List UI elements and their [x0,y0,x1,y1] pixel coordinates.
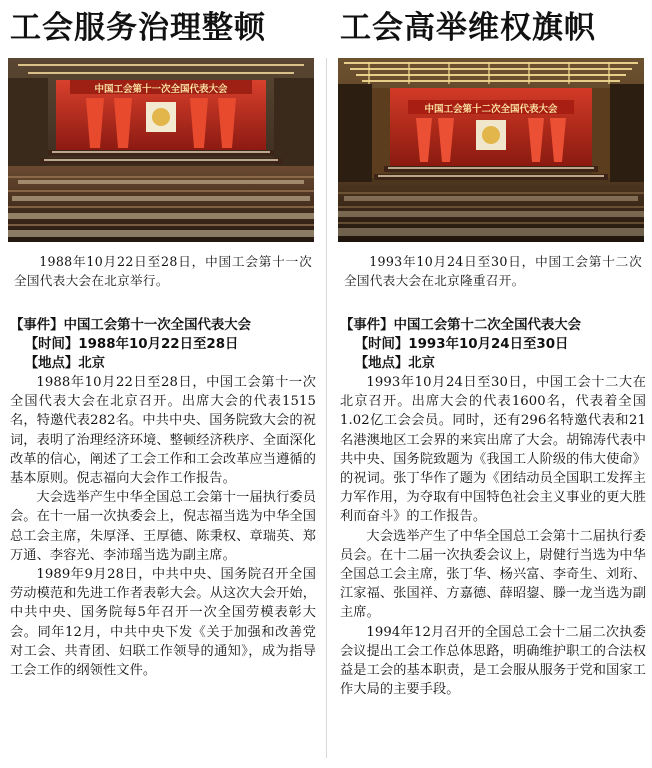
left-time-label: 【时间】 [24,337,79,352]
right-paragraph-2: 大会选举产生了中华全国总工会第十二届执行委员会。在十二届一次执委会议上，尉健行当选为中华全国总工会主席，张丁华、杨兴富、李奇生、刘珩、江家福、张国祥、方嘉德、薛昭鋆、滕一龙当选为副主席。 [340,528,646,621]
left-congress-photo [8,58,314,242]
left-headline: 工会服务治理整顿 [10,10,266,46]
right-time-label: 【时间】 [354,337,409,352]
left-column [8,0,318,680]
left-paragraph-1: 1988年10月22日至28日，中国工会第十一次全国代表大会在北京召开。出席大会的代表1515名，特邀代表282名。中共中央、国务院致大会的祝词，表明了治理经济环境、整顿经济秩序、全面深化改革的信心，阐述了工会工作和工会改革应当遵循的基本原则。倪志福向大会作工作报告。 [10,375,316,487]
left-paragraph-3: 1989年9月28日，中共中央、国务院召开全国劳动模范和先进工作者表彰大会。从这次大会开始，中共中央、国务院每5年召开一次全国劳模表彰大会。同年12月，中共中央下发《关于加强和改善党对工会、共青团、妇联工作领导的通知》，成为指导工会工作的纲领性文件。 [10,567,316,679]
left-place-label: 【地点】 [24,356,79,371]
right-place-line [340,354,646,373]
right-headline: 工会高举维权旗帜 [340,10,596,46]
right-paragraph-1: 1993年10月24日至30日，中国工会十二大在北京召开。出席大会的代表1600名，代表着全国1.02亿工会会员。同时，还有296名特邀代表和21名港澳地区工会界的来宾出席了大会。胡锦涛代表中共中央、国务院致题为《我国工人阶级的伟大使命》的祝词。张丁华作了题为《团结动员全国职工发挥主力军作用，为夺取有中国特色社会主义事业的更大胜利而奋斗》的工作报告。 [340,375,646,525]
left-photo-banner: 中国工会第十一次全国代表大会 [94,84,228,95]
right-time-value: 1993年10月24日至30日 [408,337,569,352]
right-column [338,0,648,699]
right-place-label: 【地点】 [354,356,409,371]
right-photo-banner: 中国工会第十二次全国代表大会 [424,104,558,115]
left-time-line [10,335,316,354]
left-time-value: 1988年10月22日至28日 [78,337,239,352]
right-photo-caption: 1993年10月24日至30日，中国工会第十二次全国代表大会在北京隆重召开。 [344,254,642,288]
right-place-value: 北京 [408,356,436,371]
column-divider [326,58,327,758]
right-paragraph-3: 1994年12月召开的全国总工会十二届二次执委会议提出工会工作总体思路，明确维护职工的合法权益是工会的基本职责，是工会服从服务于党和国家工作大局的主要手段。 [340,624,646,698]
right-event-block [340,316,646,699]
right-event-label: 【事件】 [340,318,394,333]
right-time-line [340,335,646,354]
left-event-value: 中国工会第十一次全国代表大会 [63,318,252,333]
right-event-line [340,316,646,335]
left-event-line [10,316,316,335]
left-place-line [10,354,316,373]
right-event-value: 中国工会第十二次全国代表大会 [393,318,582,333]
left-event-label: 【事件】 [10,318,64,333]
left-event-block [10,316,316,680]
right-congress-photo [338,58,644,242]
left-place-value: 北京 [78,356,106,371]
congress-hall-12-image [338,58,644,242]
left-paragraph-2: 大会选举产生中华全国总工会第十一届执行委员会。在十一届一次执委会上，倪志福当选为中华全国总工会主席，朱厚泽、王厚德、陈秉权、章瑞英、郑万通、李容光、李沛瑶当选为副主席。 [10,490,316,563]
left-photo-caption: 1988年10月22日至28日，中国工会第十一次全国代表大会在北京举行。 [14,254,312,288]
